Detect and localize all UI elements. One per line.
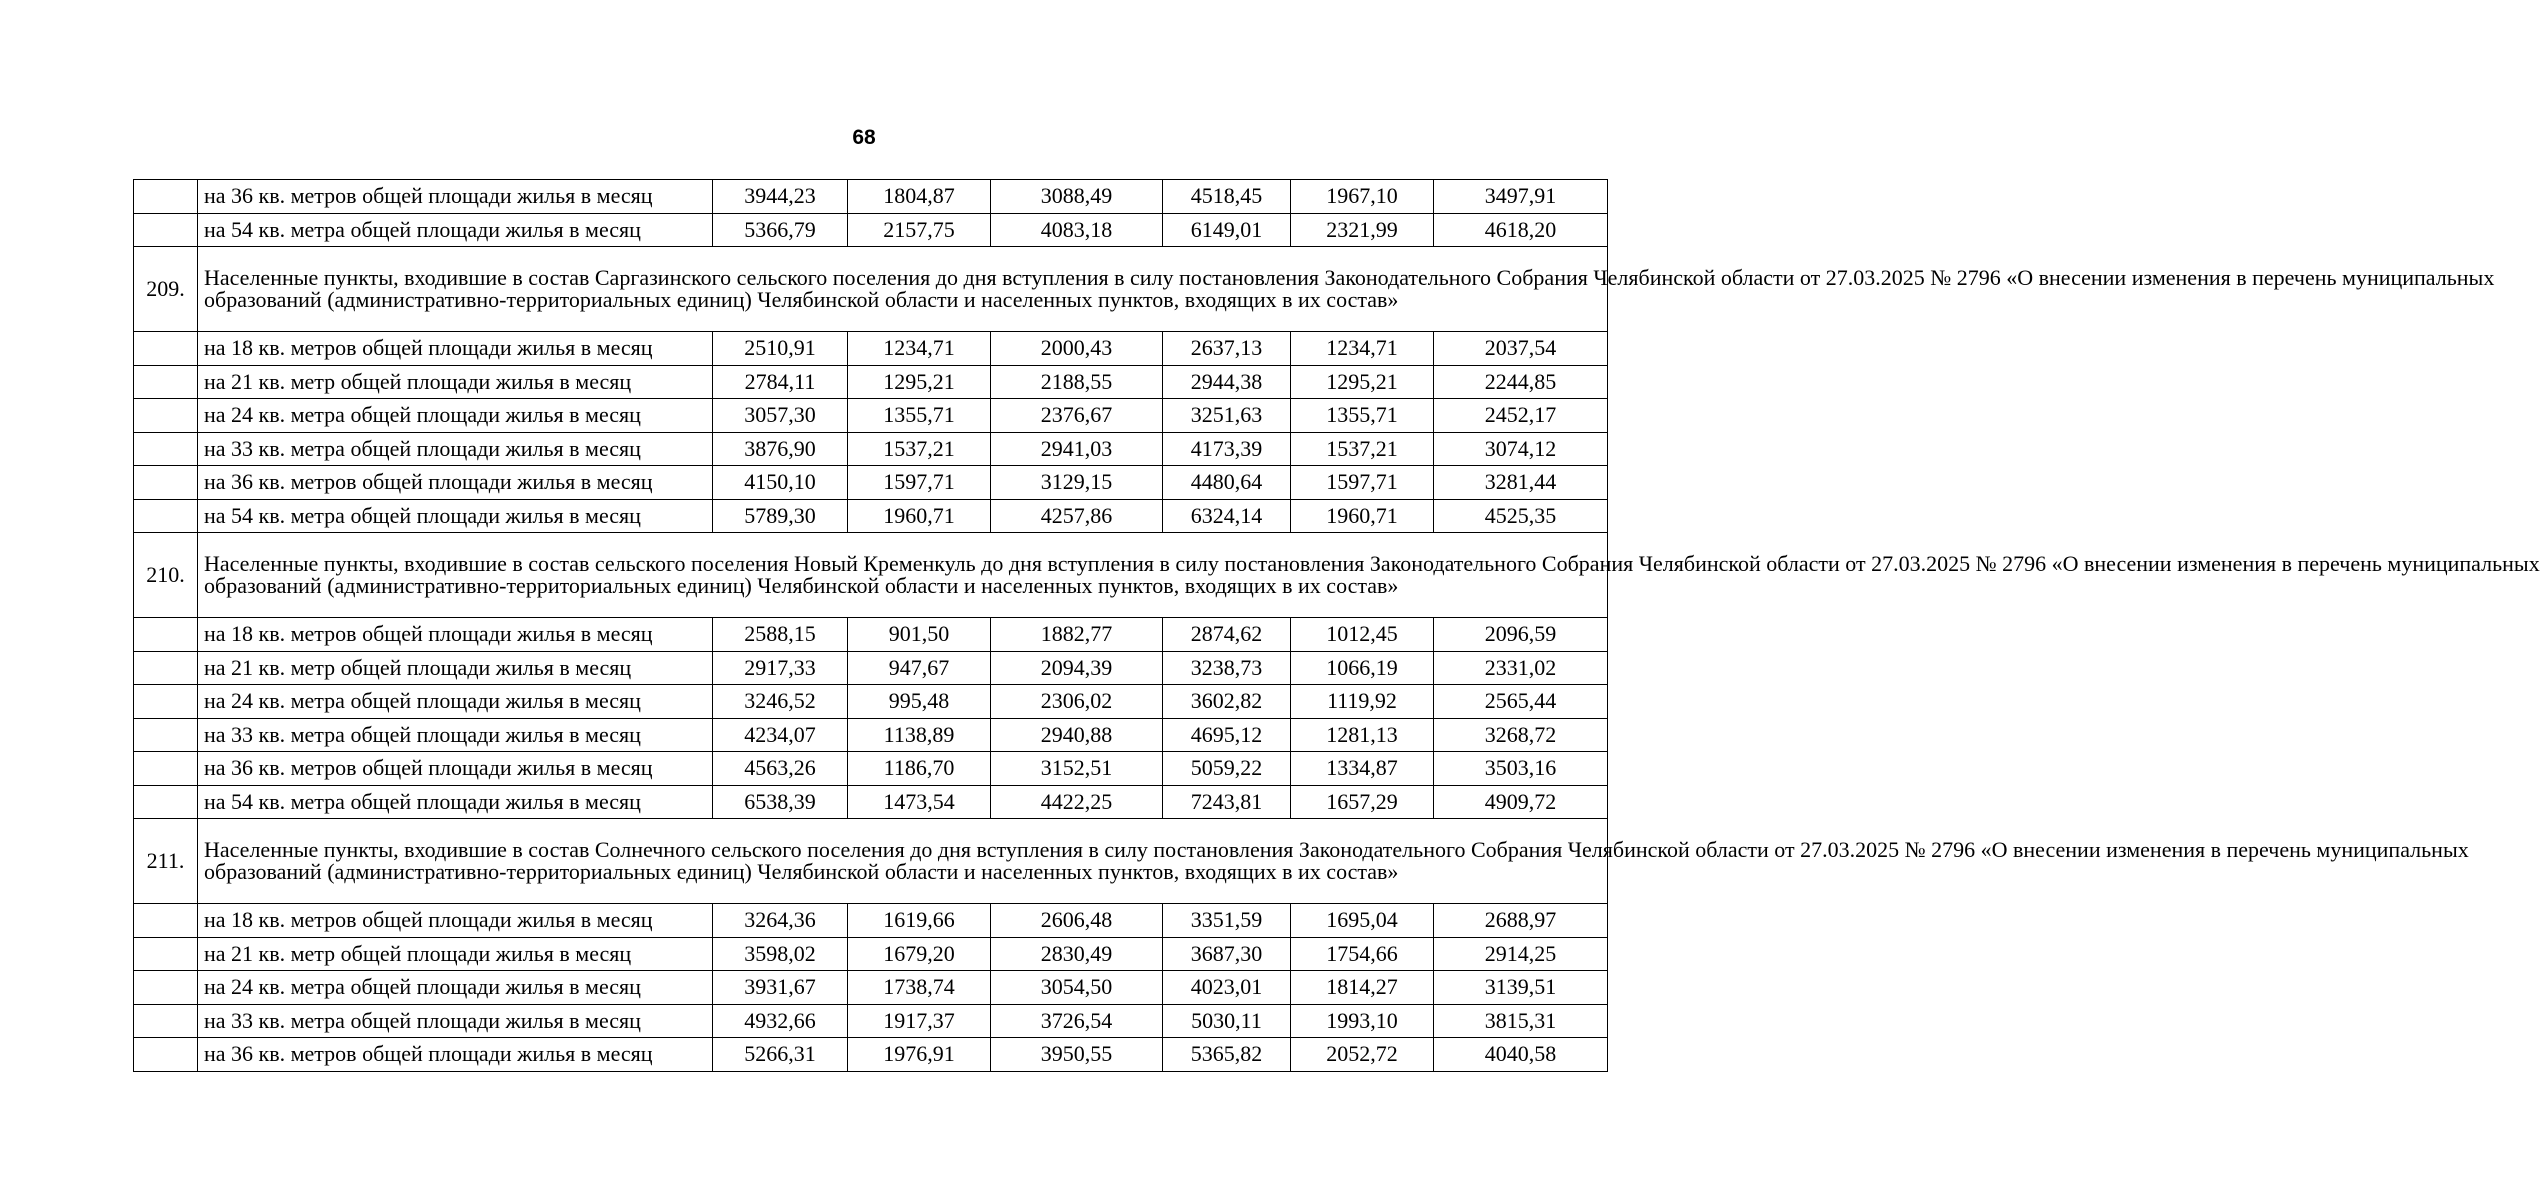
section-heading bbox=[198, 533, 2540, 618]
row-label: на 21 кв. метр общей площади жилья в месяц bbox=[198, 651, 713, 685]
value-cell: 3497,91 bbox=[1434, 180, 1608, 214]
value-cell: 2830,49 bbox=[991, 937, 1163, 971]
value-cell: 1679,20 bbox=[848, 937, 991, 971]
row-label: на 36 кв. метров общей площади жилья в месяц bbox=[198, 466, 713, 500]
value-cell: 3088,49 bbox=[991, 180, 1163, 214]
row-label: на 24 кв. метра общей площади жилья в месяц bbox=[198, 399, 713, 433]
value-cell: 3281,44 bbox=[1434, 466, 1608, 500]
row-label: на 54 кв. метра общей площади жилья в месяц bbox=[198, 499, 713, 533]
value-cell: 2637,13 bbox=[1163, 332, 1291, 366]
row-index-cell bbox=[134, 685, 198, 719]
row-label: на 24 кв. метра общей площади жилья в месяц bbox=[198, 685, 713, 719]
value-cell: 7243,81 bbox=[1163, 785, 1291, 819]
value-cell: 2157,75 bbox=[848, 213, 991, 247]
row-label: на 18 кв. метров общей площади жилья в месяц bbox=[198, 904, 713, 938]
row-label: на 54 кв. метра общей площади жилья в месяц bbox=[198, 213, 713, 247]
value-cell: 1657,29 bbox=[1291, 785, 1434, 819]
row-index-cell bbox=[134, 432, 198, 466]
value-cell: 6538,39 bbox=[713, 785, 848, 819]
value-cell: 3944,23 bbox=[713, 180, 848, 214]
value-cell: 2944,38 bbox=[1163, 365, 1291, 399]
value-cell: 3931,67 bbox=[713, 971, 848, 1005]
value-cell: 3251,63 bbox=[1163, 399, 1291, 433]
value-cell: 4150,10 bbox=[713, 466, 848, 500]
value-cell: 3054,50 bbox=[991, 971, 1163, 1005]
row-index-cell bbox=[134, 752, 198, 786]
value-cell: 3264,36 bbox=[713, 904, 848, 938]
value-cell: 3074,12 bbox=[1434, 432, 1608, 466]
value-cell: 5365,82 bbox=[1163, 1038, 1291, 1072]
table-row bbox=[134, 432, 1608, 466]
value-cell: 4932,66 bbox=[713, 1004, 848, 1038]
value-cell: 4480,64 bbox=[1163, 466, 1291, 500]
value-cell: 4083,18 bbox=[991, 213, 1163, 247]
table-row bbox=[134, 904, 1608, 938]
row-index-cell bbox=[134, 499, 198, 533]
row-label: на 24 кв. метра общей площади жилья в месяц bbox=[198, 971, 713, 1005]
value-cell: 1355,71 bbox=[848, 399, 991, 433]
table-row bbox=[134, 1004, 1608, 1038]
section-heading bbox=[198, 247, 2495, 332]
table-row bbox=[134, 1038, 1608, 1072]
section-heading-line: Населенные пункты, входившие в состав Солнечного сельского поселения до дня вступления в силу постановления bbox=[204, 837, 1294, 862]
value-cell: 2452,17 bbox=[1434, 399, 1608, 433]
table-row bbox=[134, 752, 1608, 786]
value-cell: 3057,30 bbox=[713, 399, 848, 433]
section-number: 210. bbox=[134, 533, 198, 618]
value-cell: 1814,27 bbox=[1291, 971, 1434, 1005]
row-label: на 33 кв. метра общей площади жилья в месяц bbox=[198, 1004, 713, 1038]
value-cell: 4525,35 bbox=[1434, 499, 1608, 533]
table-row bbox=[134, 213, 1608, 247]
value-cell: 1882,77 bbox=[991, 618, 1163, 652]
value-cell: 2565,44 bbox=[1434, 685, 1608, 719]
table-row bbox=[134, 399, 1608, 433]
value-cell: 947,67 bbox=[848, 651, 991, 685]
value-cell: 3246,52 bbox=[713, 685, 848, 719]
value-cell: 1119,92 bbox=[1291, 685, 1434, 719]
value-cell: 3351,59 bbox=[1163, 904, 1291, 938]
value-cell: 6149,01 bbox=[1163, 213, 1291, 247]
value-cell: 1234,71 bbox=[848, 332, 991, 366]
table-row bbox=[134, 365, 1608, 399]
value-cell: 3815,31 bbox=[1434, 1004, 1608, 1038]
value-cell: 4518,45 bbox=[1163, 180, 1291, 214]
value-cell: 2606,48 bbox=[991, 904, 1163, 938]
value-cell: 1334,87 bbox=[1291, 752, 1434, 786]
row-label: на 36 кв. метров общей площади жилья в месяц bbox=[198, 180, 713, 214]
value-cell: 5366,79 bbox=[713, 213, 848, 247]
row-index-cell bbox=[134, 651, 198, 685]
value-cell: 2917,33 bbox=[713, 651, 848, 685]
value-cell: 2052,72 bbox=[1291, 1038, 1434, 1072]
row-index-cell bbox=[134, 904, 198, 938]
value-cell: 2940,88 bbox=[991, 718, 1163, 752]
value-cell: 2914,25 bbox=[1434, 937, 1608, 971]
value-cell: 3876,90 bbox=[713, 432, 848, 466]
value-cell: 4618,20 bbox=[1434, 213, 1608, 247]
value-cell: 2244,85 bbox=[1434, 365, 1608, 399]
table-row bbox=[134, 971, 1608, 1005]
tariff-table bbox=[133, 179, 2540, 1072]
section-number: 211. bbox=[134, 819, 198, 904]
section-heading-row bbox=[134, 819, 1608, 904]
value-cell: 1066,19 bbox=[1291, 651, 1434, 685]
value-cell: 1619,66 bbox=[848, 904, 991, 938]
row-index-cell bbox=[134, 399, 198, 433]
row-label: на 36 кв. метров общей площади жилья в месяц bbox=[198, 1038, 713, 1072]
value-cell: 1738,74 bbox=[848, 971, 991, 1005]
value-cell: 3129,15 bbox=[991, 466, 1163, 500]
row-index-cell bbox=[134, 718, 198, 752]
row-label: на 54 кв. метра общей площади жилья в месяц bbox=[198, 785, 713, 819]
value-cell: 1960,71 bbox=[848, 499, 991, 533]
row-label: на 18 кв. метров общей площади жилья в месяц bbox=[198, 332, 713, 366]
row-index-cell bbox=[134, 937, 198, 971]
value-cell: 1012,45 bbox=[1291, 618, 1434, 652]
value-cell: 3268,72 bbox=[1434, 718, 1608, 752]
value-cell: 2784,11 bbox=[713, 365, 848, 399]
value-cell: 1804,87 bbox=[848, 180, 991, 214]
value-cell: 2510,91 bbox=[713, 332, 848, 366]
row-index-cell bbox=[134, 332, 198, 366]
value-cell: 1967,10 bbox=[1291, 180, 1434, 214]
row-index-cell bbox=[134, 971, 198, 1005]
row-index-cell bbox=[134, 365, 198, 399]
section-heading-line: Законодательного Собрания Челябинской области от 27.03.2025 № 2796 «О внесении изменения в перечень муниципальных bbox=[1369, 551, 2540, 576]
section-heading-line: Законодательного Собрания Челябинской области от 27.03.2025 № 2796 «О внесении изменения в перечень муниципальных bbox=[1298, 837, 2469, 862]
section-heading-row bbox=[134, 247, 1608, 332]
value-cell: 2094,39 bbox=[991, 651, 1163, 685]
value-cell: 1537,21 bbox=[848, 432, 991, 466]
value-cell: 1138,89 bbox=[848, 718, 991, 752]
section-number: 209. bbox=[134, 247, 198, 332]
value-cell: 4909,72 bbox=[1434, 785, 1608, 819]
section-heading-line: образований (административно-территориальных единиц) Челябинской области и населенных пунктов, входящих в их состав» bbox=[204, 573, 1399, 598]
value-cell: 2331,02 bbox=[1434, 651, 1608, 685]
value-cell: 1295,21 bbox=[1291, 365, 1434, 399]
row-index-cell bbox=[134, 1004, 198, 1038]
table-row bbox=[134, 937, 1608, 971]
value-cell: 5059,22 bbox=[1163, 752, 1291, 786]
value-cell: 4422,25 bbox=[991, 785, 1163, 819]
value-cell: 3687,30 bbox=[1163, 937, 1291, 971]
value-cell: 995,48 bbox=[848, 685, 991, 719]
row-label: на 33 кв. метра общей площади жилья в месяц bbox=[198, 718, 713, 752]
row-label: на 33 кв. метра общей площади жилья в месяц bbox=[198, 432, 713, 466]
row-label: на 36 кв. метров общей площади жилья в месяц bbox=[198, 752, 713, 786]
value-cell: 3726,54 bbox=[991, 1004, 1163, 1038]
value-cell: 3139,51 bbox=[1434, 971, 1608, 1005]
value-cell: 3238,73 bbox=[1163, 651, 1291, 685]
value-cell: 1597,71 bbox=[848, 466, 991, 500]
value-cell: 1473,54 bbox=[848, 785, 991, 819]
value-cell: 1234,71 bbox=[1291, 332, 1434, 366]
section-heading-line: образований (административно-территориальных единиц) Челябинской области и населенных пунктов, входящих в их состав» bbox=[204, 287, 1399, 312]
section-heading-line: образований (административно-территориальных единиц) Челябинской области и населенных пунктов, входящих в их состав» bbox=[204, 859, 1399, 884]
row-label: на 21 кв. метр общей площади жилья в месяц bbox=[198, 937, 713, 971]
row-label: на 21 кв. метр общей площади жилья в месяц bbox=[198, 365, 713, 399]
value-cell: 4257,86 bbox=[991, 499, 1163, 533]
value-cell: 3152,51 bbox=[991, 752, 1163, 786]
table-row bbox=[134, 618, 1608, 652]
table-row bbox=[134, 651, 1608, 685]
table-row bbox=[134, 180, 1608, 214]
table-row bbox=[134, 785, 1608, 819]
row-index-cell bbox=[134, 785, 198, 819]
value-cell: 4023,01 bbox=[1163, 971, 1291, 1005]
value-cell: 1295,21 bbox=[848, 365, 991, 399]
value-cell: 5266,31 bbox=[713, 1038, 848, 1072]
row-index-cell bbox=[134, 1038, 198, 1072]
value-cell: 5789,30 bbox=[713, 499, 848, 533]
value-cell: 1597,71 bbox=[1291, 466, 1434, 500]
value-cell: 2376,67 bbox=[991, 399, 1163, 433]
value-cell: 1537,21 bbox=[1291, 432, 1434, 466]
value-cell: 2874,62 bbox=[1163, 618, 1291, 652]
value-cell: 2306,02 bbox=[991, 685, 1163, 719]
page-number: 68 bbox=[852, 126, 876, 149]
value-cell: 1976,91 bbox=[848, 1038, 991, 1072]
value-cell: 2588,15 bbox=[713, 618, 848, 652]
value-cell: 3503,16 bbox=[1434, 752, 1608, 786]
value-cell: 2321,99 bbox=[1291, 213, 1434, 247]
value-cell: 4040,58 bbox=[1434, 1038, 1608, 1072]
section-heading-line: Населенные пункты, входившие в состав сельского поселения Новый Кременкуль до дня вступления в силу постановления bbox=[204, 551, 1365, 576]
value-cell: 4234,07 bbox=[713, 718, 848, 752]
value-cell: 5030,11 bbox=[1163, 1004, 1291, 1038]
value-cell: 2000,43 bbox=[991, 332, 1163, 366]
table-row bbox=[134, 499, 1608, 533]
value-cell: 2096,59 bbox=[1434, 618, 1608, 652]
value-cell: 2037,54 bbox=[1434, 332, 1608, 366]
value-cell: 1917,37 bbox=[848, 1004, 991, 1038]
value-cell: 6324,14 bbox=[1163, 499, 1291, 533]
row-index-cell bbox=[134, 213, 198, 247]
value-cell: 2688,97 bbox=[1434, 904, 1608, 938]
value-cell: 1695,04 bbox=[1291, 904, 1434, 938]
section-heading-row bbox=[134, 533, 1608, 618]
value-cell: 1754,66 bbox=[1291, 937, 1434, 971]
value-cell: 1960,71 bbox=[1291, 499, 1434, 533]
value-cell: 3602,82 bbox=[1163, 685, 1291, 719]
value-cell: 1186,70 bbox=[848, 752, 991, 786]
value-cell: 2941,03 bbox=[991, 432, 1163, 466]
section-heading-line: Законодательного Собрания Челябинской области от 27.03.2025 № 2796 «О внесении изменения в перечень муниципальных bbox=[1324, 265, 2495, 290]
value-cell: 4695,12 bbox=[1163, 718, 1291, 752]
row-index-cell bbox=[134, 618, 198, 652]
value-cell: 4173,39 bbox=[1163, 432, 1291, 466]
row-index-cell bbox=[134, 180, 198, 214]
value-cell: 1993,10 bbox=[1291, 1004, 1434, 1038]
table-row bbox=[134, 332, 1608, 366]
value-cell: 901,50 bbox=[848, 618, 991, 652]
row-index-cell bbox=[134, 466, 198, 500]
value-cell: 1281,13 bbox=[1291, 718, 1434, 752]
section-heading bbox=[198, 819, 2469, 904]
value-cell: 2188,55 bbox=[991, 365, 1163, 399]
value-cell: 3598,02 bbox=[713, 937, 848, 971]
table-row bbox=[134, 685, 1608, 719]
table-row bbox=[134, 718, 1608, 752]
value-cell: 4563,26 bbox=[713, 752, 848, 786]
section-heading-line: Населенные пункты, входившие в состав Саргазинского сельского поселения до дня вступления в силу постановления bbox=[204, 265, 1320, 290]
value-cell: 3950,55 bbox=[991, 1038, 1163, 1072]
table-row bbox=[134, 466, 1608, 500]
value-cell: 1355,71 bbox=[1291, 399, 1434, 433]
row-label: на 18 кв. метров общей площади жилья в месяц bbox=[198, 618, 713, 652]
